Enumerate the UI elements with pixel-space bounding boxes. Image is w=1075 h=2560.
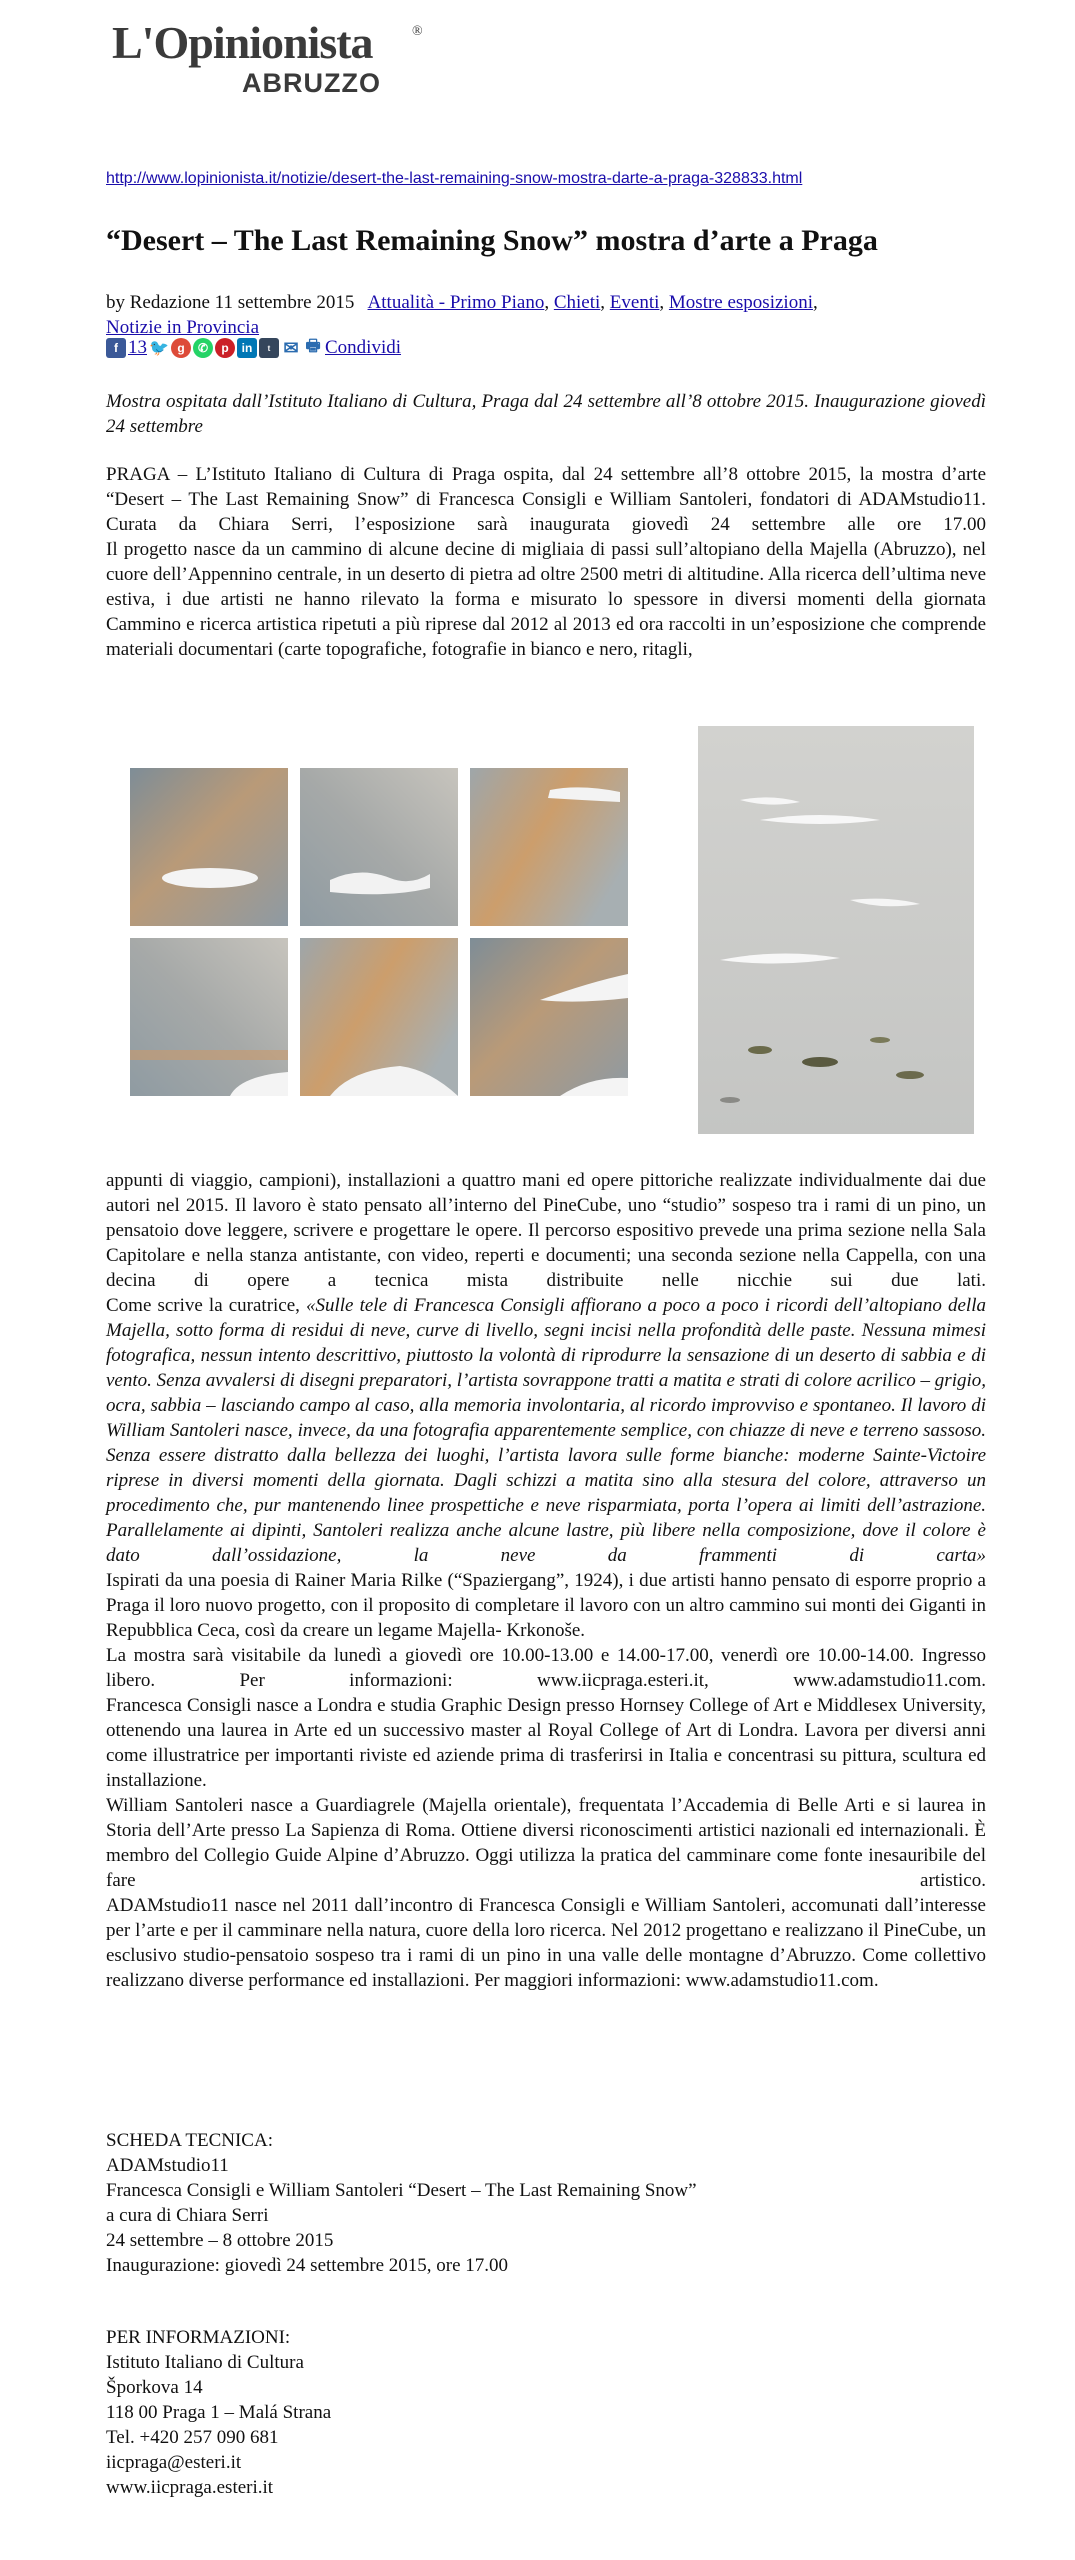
technical-sheet-line: 24 settembre – 8 ottobre 2015 xyxy=(106,2230,334,2251)
curator-quote: «Sulle tele di Francesca Consigli affiorano a poco a poco i ricordi dell’altopiano della Majella, sotto forma di residui di neve, curve di livello, segni incisi nella profondità delle paste. Nessuna mimesi fotografica, nessun intento descrittivo, piuttosto la volontà di riprodurre la sensazione di un deserto di sabbia e di vento. Senza avvalersi di disegni preparatori, l’artista sovrappone tratti a matita e strati di colore acrilico – grigio, ocra, sabbia – lasciando campo al caso, alla memoria involontaria, al ricordo improvviso e spontaneo. Il lavoro di William Santoleri nasce, invece, da una fotografia apparentemente semplice, con chiazze di neve e terreno sassoso. Senza essere distratto dalla bellezza dei luoghi, l’artista lavora sulle forme bianche: moderne Sainte-Victoire riprese in diversi momenti della giornata. Dagli schizzi a matita sino alla stesura del colore, attraverso un procedimento che, pur mantenendo linee prospettiche e neve risparmiata, porta l’opera ai limiti dell’astrazione. Parallelamente ai dipinti, Santoleri realizza anche alcune lastre, più libere nella composizione, dove il colore è dato dall’ossidazione, la neve da frammenti di carta» xyxy=(106,1295,986,1566)
painting-tile xyxy=(130,768,288,926)
painting-grid xyxy=(130,768,628,1096)
contact-info xyxy=(106,2325,986,2500)
paragraph: ADAMstudio11 nasce nel 2011 dall’incontro di Francesca Consigli e William Santoleri, accomunati dall’interesse per l’arte e per il camminare nella natura, cuore della loro ricerca. Nel 2012 progettano e realizzano il PineCube, un esclusivo studio-pensatoio sospeso tra i rami di un pino in una valle delle montagne d’Abruzzo. Come collettivo realizzano diverse performance ed installazioni. Per maggiori informazioni: www.adamstudio11.com. xyxy=(106,1895,986,1991)
article-body-bottom xyxy=(106,1168,986,1993)
email-icon[interactable]: ✉ xyxy=(281,338,301,358)
category-link-notizie-provincia[interactable]: Notizie in Provincia xyxy=(106,317,260,338)
technical-sheet-line: Inaugurazione: giovedì 24 settembre 2015, ore 17.00 xyxy=(106,2255,509,2276)
contact-line: Šporkova 14 xyxy=(106,2377,203,2398)
curator-quote-paragraph xyxy=(106,1293,986,1568)
paragraph: Cammino e ricerca artistica ripetuti a più riprese dal 2012 al 2013 ed ora raccolti in un’esposizione che comprende materiali documentari (carte topografiche, fotografie in bianco e nero, ritagli, xyxy=(106,614,986,660)
contact-website: www.iicpraga.esteri.it xyxy=(106,2477,274,2498)
share-link[interactable]: Condividi xyxy=(325,337,402,358)
paragraph: Ispirati da una poesia di Rainer Maria Rilke (“Spaziergang”, 1924), i due artisti hanno pensato di esporre proprio a Praga il loro nuovo progetto, con il proposito di completare il lavoro con un altro cammino sui monti dei Giganti in Repubblica Ceca, così da creare un legame Majella- Krkonoše. xyxy=(106,1570,986,1641)
contact-line: 118 00 Praga 1 – Malá Strana xyxy=(106,2402,332,2423)
article-headline: “Desert – The Last Remaining Snow” mostra d’arte a Praga xyxy=(106,224,878,257)
article-lead: Mostra ospitata dall’Istituto Italiano di Cultura, Praga dal 24 settembre all’8 ottobre 2015. Inaugurazione giovedì 24 settembre xyxy=(106,391,986,437)
paragraph: Il progetto nasce da un cammino di alcune decine di migliaia di passi sull’altopiano della Majella (Abruzzo), nel cuore dell’Appennino centrale, in un deserto di pietra ad oltre 2500 metri di altitudine. Alla ricerca dell’ultima neve estiva, i due artisti ne hanno rilevato la forma e misurato lo spessore in diversi momenti della giornata xyxy=(106,539,986,610)
paragraph: La mostra sarà visitabile da lunedì a giovedì ore 10.00-13.00 e 14.00-17.00, venerdì ore 10.00-14.00. Ingresso libero. Per informazioni: www.iicpraga.esteri.it, www.adamstudio11.com. xyxy=(106,1645,986,1691)
contact-phone: Tel. +420 257 090 681 xyxy=(106,2427,279,2448)
technical-sheet-line: a cura di Chiara Serri xyxy=(106,2205,269,2226)
paragraph: appunti di viaggio, campioni), installazioni a quattro mani ed opere pittoriche realizzate individualmente dai due autori nel 2015. Il lavoro è stato pensato all’interno del PineCube, uno “studio” sospeso tra i rami di un pino, un pensatoio dove leggere, scrivere e progettare le opere. Il percorso espositivo prevede una prima sezione nella Sala Capitolare e nella stanza antistante, con video, reperti e documenti; una seconda sezione nella Cappella, con una decina di opere a tecnica mista distribuite nelle nicchie sui due lati. xyxy=(106,1170,986,1291)
painting-tile xyxy=(300,768,458,926)
contact-email: iicpraga@esteri.it xyxy=(106,2452,242,2473)
paragraph: Francesca Consigli nasce a Londra e studia Graphic Design presso Hornsey College of Art e Middlesex University, ottenendo una laurea in Arte ed un successivo master al Royal College of Art di Londra. Lavora per diversi anni come illustratrice per importanti riviste ed aziende prima di trasferirsi in Italia e concentrasi su pittura, scultura ed installazione. xyxy=(106,1695,986,1791)
painting-tile xyxy=(130,938,288,1096)
byline-author-date: by Redazione 11 settembre 2015 xyxy=(106,292,355,313)
contact-heading: PER INFORMAZIONI: xyxy=(106,2327,291,2348)
category-link-eventi[interactable]: Eventi xyxy=(609,292,660,313)
painting-tile xyxy=(470,938,628,1096)
technical-sheet-line: ADAMstudio11 xyxy=(106,2155,229,2176)
tumblr-icon[interactable]: t xyxy=(259,338,279,358)
facebook-icon[interactable]: f xyxy=(106,338,126,358)
pinterest-icon[interactable]: p xyxy=(215,338,235,358)
google-plus-icon[interactable]: g xyxy=(171,338,191,358)
category-link-attualita[interactable]: Attualità - Primo Piano xyxy=(367,292,545,313)
category-link-chieti[interactable]: Chieti xyxy=(553,292,601,313)
paragraph: William Santoleri nasce a Guardiagrele (Majella orientale), frequentata l’Accademia di Belle Arti e si laurea in Storia dell’Arte presso La Sapienza di Roma. Ottiene diversi riconoscimenti artistici nazionali ed internazionali. È membro del Collegio Guide Alpine d’Abruzzo. Oggi utilizza la pratica del camminare come fonte inesauribile del fare artistico. xyxy=(106,1795,986,1891)
twitter-icon[interactable]: 🐦 xyxy=(149,340,169,357)
print-icon[interactable]: 🖶 xyxy=(303,338,323,358)
quote-intro: Come scrive la curatrice, xyxy=(106,1295,306,1316)
linkedin-icon[interactable]: in xyxy=(237,338,257,358)
byline: by Redazione 11 settembre 2015 Attualità - Primo Piano, Chieti, Eventi, Mostre esposizioni, Notizie in Provincia xyxy=(106,292,818,338)
whatsapp-icon[interactable]: ✆ xyxy=(193,338,213,358)
technical-sheet-line: Francesca Consigli e William Santoleri “Desert – The Last Remaining Snow” xyxy=(106,2180,697,2201)
technical-sheet xyxy=(106,2128,986,2278)
share-count[interactable]: 13 xyxy=(128,337,147,358)
paragraph: PRAGA – L’Istituto Italiano di Cultura di Praga ospita, dal 24 settembre all’8 ottobre 2015, la mostra d’arte “Desert – The Last Remaining Snow” di Francesca Consigli e William Santoleri, fondatori di ADAMstudio11. Curata da Chiara Serri, l’esposizione sarà inaugurata giovedì 24 settembre alle ore 17.00 xyxy=(106,464,986,535)
technical-sheet-heading: SCHEDA TECNICA: xyxy=(106,2130,273,2151)
logo-brand: L'Opinionista xyxy=(112,17,373,68)
contact-line: Istituto Italiano di Cultura xyxy=(106,2352,304,2373)
category-link-mostre[interactable]: Mostre esposizioni xyxy=(668,292,813,313)
snow-photo xyxy=(698,726,974,1134)
logo-registered-mark: ® xyxy=(412,24,423,39)
source-url-link[interactable]: http://www.lopinionista.it/notizie/desert-the-last-remaining-snow-mostra-darte-a-praga-328833.html xyxy=(106,170,803,187)
logo-region: ABRUZZO xyxy=(242,68,381,98)
